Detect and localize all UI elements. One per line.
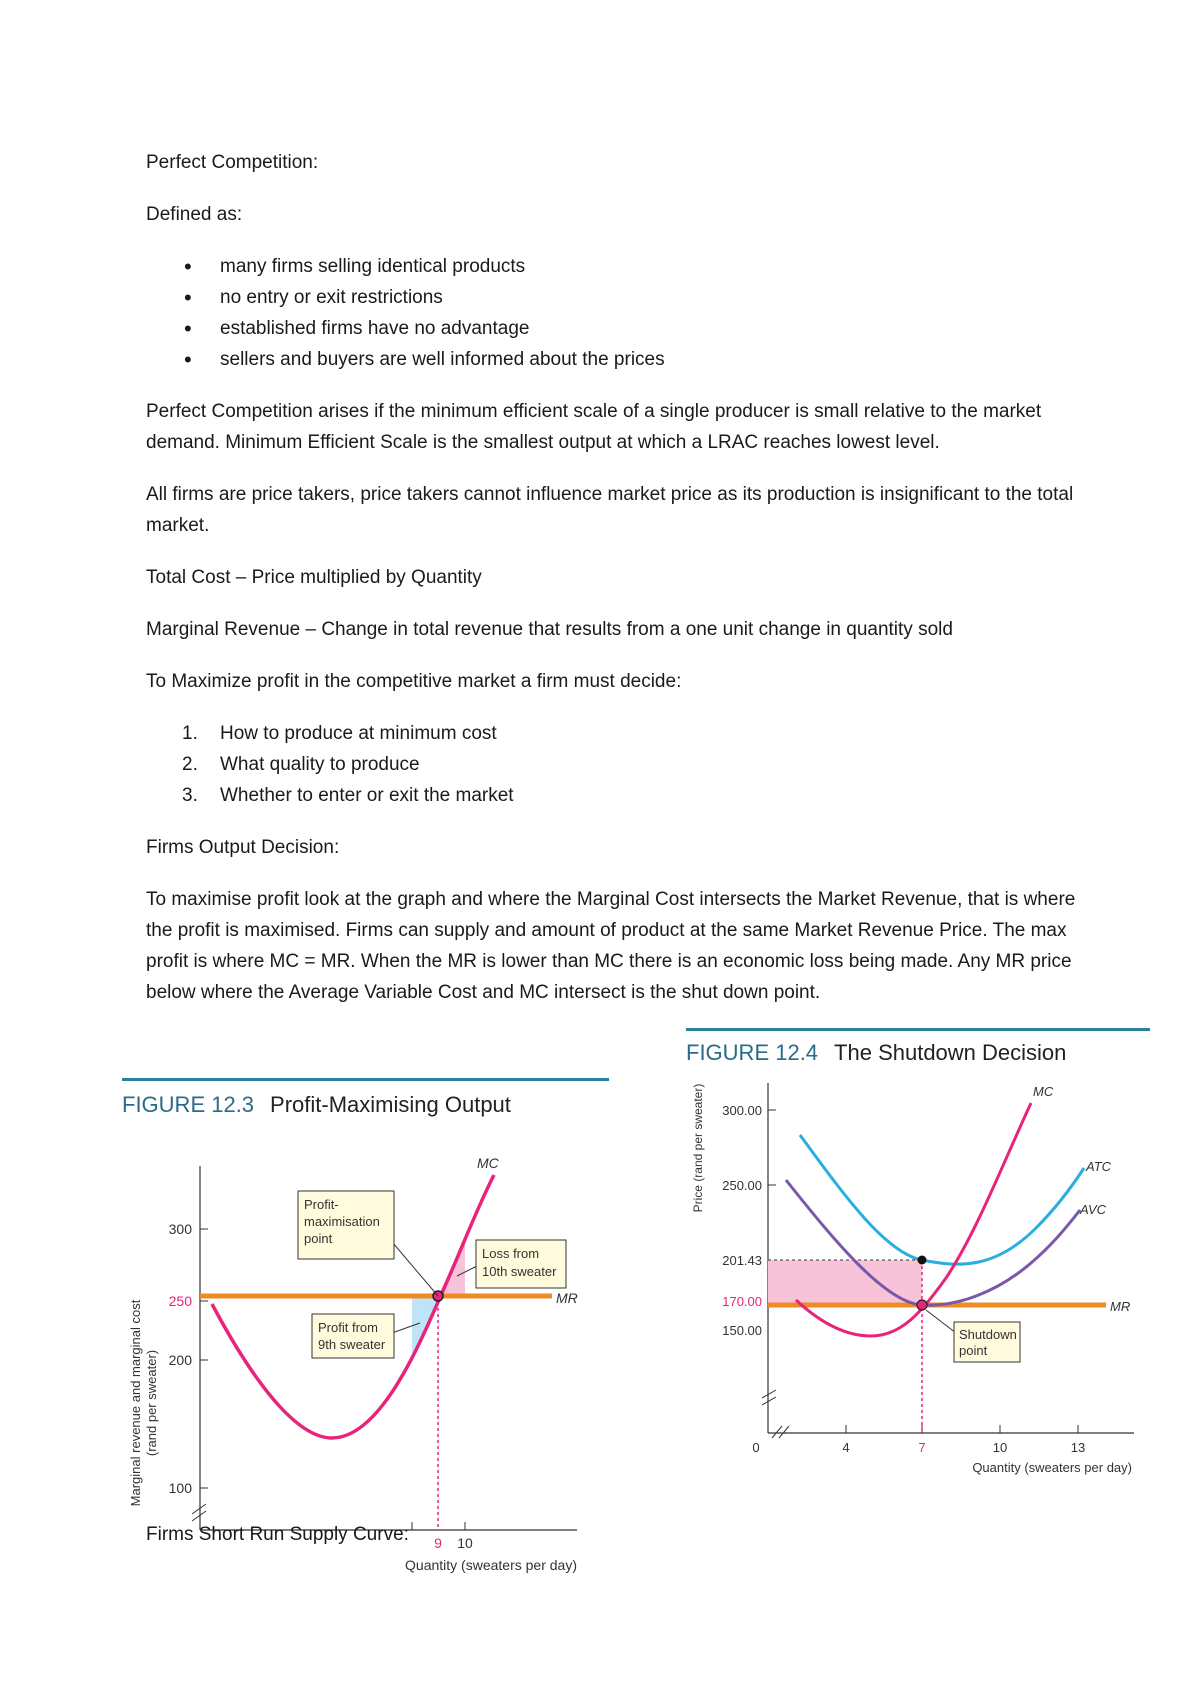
callout-line [387,1236,438,1296]
atc-label: ATC [1086,1159,1112,1174]
chart-12-4 [686,1028,1156,1475]
y-axis-label-1: Marginal revenue and marginal cost [128,1299,143,1507]
x-tick-label: 13 [1070,1440,1086,1455]
paragraph-arises: Perfect Competition arises if the minimum efficient scale of a single producer is small relative to the market demand. Minimum Efficient Scale is the smallest output at which a LRAC reaches lowest level. [146,401,1042,453]
callout-text: Profit from [318,1320,378,1335]
figure-number: FIGURE 12.4 [686,1040,819,1065]
y-tick-label: 300 [168,1221,192,1237]
callout-text: maximisation [304,1214,380,1229]
mc-label: MC [477,1155,499,1171]
total-cost-definition: Total Cost – Price multiplied by Quantity [146,567,482,588]
body-text [146,147,1076,1029]
x-tick-label: 10 [992,1440,1008,1455]
x-tick-label: 0 [752,1440,760,1455]
paragraph-price-takers: All firms are price takers, price takers cannot influence market price as its production is insignificant to the total market. [146,484,1074,536]
atc-point [918,1256,927,1265]
x-tick-label: 7 [918,1440,926,1455]
callout-text: 9th sweater [318,1337,386,1352]
output-heading: Firms Output Decision: [146,837,340,858]
figure-title-text: The Shutdown Decision [834,1040,1067,1065]
heading: Perfect Competition: [146,152,319,173]
callout-text: Profit- [304,1197,339,1212]
x-axis-label: Quantity (sweaters per day) [972,1460,1132,1475]
avc-label: AVC [1080,1202,1107,1217]
figure-12-4 [686,1028,1156,1475]
y-tick-label: 250 [168,1293,192,1309]
callout-text: point [304,1231,333,1246]
callout-text: point [959,1343,988,1358]
decision-list [146,718,1076,811]
y-tick-label: 150.00 [722,1323,762,1338]
mr-label: MR [1110,1299,1131,1314]
defined-as: Defined as: [146,204,243,225]
list-item: • many firms selling identical products [146,251,1076,282]
list-item: • established firms have no advantage [146,313,1076,344]
y-tick-label: 170.00 [722,1294,762,1309]
callout-text: Shutdown [959,1327,1017,1342]
callout-text: Loss from [482,1246,540,1261]
shutdown-point [917,1300,927,1310]
callout-text: 10th sweater [482,1264,557,1279]
x-tick-label: 10 [457,1535,473,1551]
list-item: 3. Whether to enter or exit the market [182,785,514,806]
x-axis-label: Quantity (sweaters per day) [405,1557,577,1573]
x-tick-label: 9 [434,1535,442,1551]
figure-title-text: Profit-Maximising Output [270,1092,511,1117]
marginal-revenue-definition: Marginal Revenue – Change in total revenue that results from a one unit change in quantity sold [146,619,953,640]
figure-12-3 [122,1078,612,1588]
y-axis-label: Price (rand per sweater) [691,1083,705,1213]
list-item: • sellers and buyers are well informed about the prices [146,344,1076,375]
y-axis-label-2: (rand per sweater) [144,1349,159,1457]
atc-curve [800,1135,1084,1264]
list-item: • no entry or exit restrictions [146,282,1076,313]
mr-label: MR [556,1290,578,1306]
mc-label: MC [1033,1084,1054,1099]
y-tick-label: 250.00 [722,1178,762,1193]
supply-curve-heading: Firms Short Run Supply Curve: [146,1524,409,1545]
y-tick-label: 100 [168,1480,192,1496]
chart-12-3 [122,1078,612,1588]
list-item: 1. How to produce at minimum cost [182,723,497,744]
y-tick-label: 201.43 [722,1253,762,1268]
definition-list [146,251,1076,375]
maximize-intro: To Maximize profit in the competitive market a firm must decide: [146,671,682,692]
figure-number: FIGURE 12.3 [122,1092,255,1117]
y-tick-label: 200 [168,1352,192,1368]
x-tick-label: 4 [842,1440,850,1455]
paragraph-output: To maximise profit look at the graph and where the Marginal Cost intersects the Market Revenue, that is where the profit is maximised. Firms can supply and amount of product at the same Market Revenue Price. The max profit is where MC = MR. When the MR is lower than MC there is an economic loss being made. Any MR price below where the Average Variable Cost and MC intersect is the shut down point. [146,889,1076,1003]
list-item: 2. What quality to produce [182,754,420,775]
y-tick-label: 300.00 [722,1103,762,1118]
